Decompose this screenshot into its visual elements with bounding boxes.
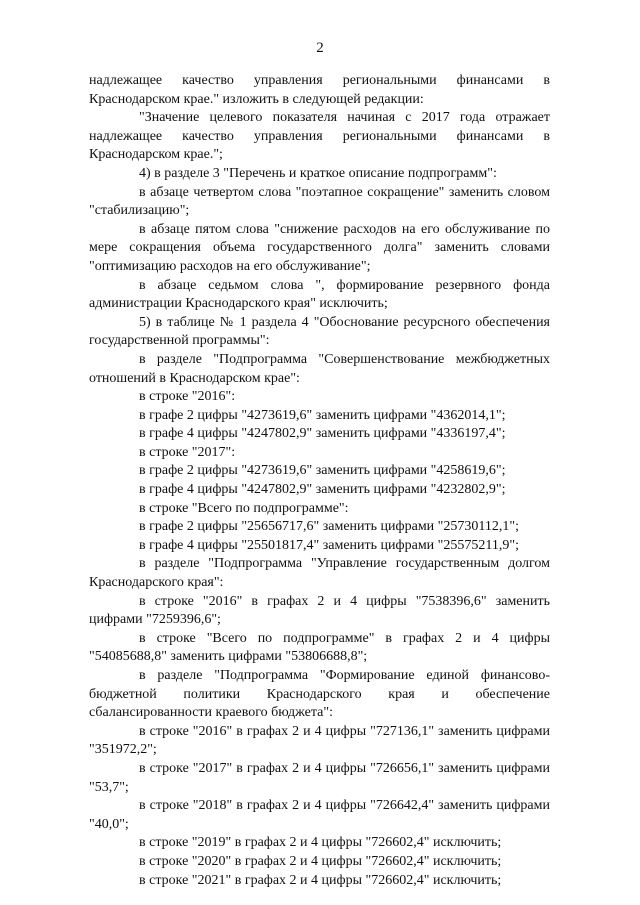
paragraph: в строке "2016" в графах 2 и 4 цифры "727136,1" заменить цифрами "351972,2"; xyxy=(89,723,550,758)
paragraph: в строке "Всего по подпрограмме": xyxy=(139,500,349,516)
paragraph: в разделе "Подпрограмма "Формирование единой финансово-бюджетной политики Краснодарского края и обеспечение сбалансированности краевого бюджета": xyxy=(89,668,550,721)
page-number: 2 xyxy=(316,40,324,56)
paragraph: в графе 4 цифры "4247802,9" заменить цифрами "4336197,4"; xyxy=(139,426,506,442)
paragraph: 5) в таблице № 1 раздела 4 "Обоснование ресурсного обеспечения государственной программы": xyxy=(89,314,550,349)
paragraph: в разделе "Подпрограмма "Управление государственным долгом Краснодарского края": xyxy=(89,556,550,591)
paragraph: в графе 2 цифры "4273619,6" заменить цифрами "4258619,6"; xyxy=(139,463,506,479)
paragraph: в графе 4 цифры "25501817,4" заменить цифрами "25575211,9"; xyxy=(139,537,519,553)
paragraph: 4) в разделе 3 "Перечень и краткое описание подпрограмм": xyxy=(139,165,497,181)
paragraph: в графе 2 цифры "25656717,6" заменить цифрами "25730112,1"; xyxy=(139,519,519,535)
paragraph: в строке "2018" в графах 2 и 4 цифры "726642,4" заменить цифрами "40,0"; xyxy=(89,798,550,832)
paragraph: надлежащее качество управления региональными финансами в Краснодарском крае." изложить в следующей редакции: xyxy=(89,73,550,107)
document-body xyxy=(89,72,550,890)
paragraph: в абзаце пятом слова "снижение расходов на его обслуживание по мере сокращения объема государственного долга" заменить словами "оптимизацию расходов на его обслуживание"; xyxy=(89,221,550,274)
paragraph: "Значение целевого показателя начиная с 2017 года отражает надлежащее качество управления региональными финансами в Краснодарском крае."; xyxy=(89,110,550,163)
paragraph: в строке "2021" в графах 2 и 4 цифры "726602,4" исключить; xyxy=(139,872,502,888)
paragraph: в графе 4 цифры "4247802,9" заменить цифрами "4232802,9"; xyxy=(139,482,506,498)
paragraph: в строке "2017" в графах 2 и 4 цифры "726656,1" заменить цифрами "53,7"; xyxy=(89,760,550,795)
paragraph: в разделе "Подпрограмма "Совершенствование межбюджетных отношений в Краснодарском крае": xyxy=(89,351,550,386)
paragraph: в абзаце седьмом слова ", формирование резервного фонда администрации Краснодарского края" исключить; xyxy=(89,277,550,312)
paragraph: в строке "2019" в графах 2 и 4 цифры "726602,4" исключить; xyxy=(139,835,502,851)
paragraph: в графе 2 цифры "4273619,6" заменить цифрами "4362014,1"; xyxy=(139,407,506,423)
paragraph: в строке "2016": xyxy=(139,389,236,405)
paragraph: в строке "2017": xyxy=(139,444,236,460)
paragraph: в строке "2020" в графах 2 и 4 цифры "726602,4" исключить; xyxy=(139,853,502,869)
paragraph: в строке "Всего по подпрограмме" в графах 2 и 4 цифры "54085688,8" заменить цифрами "53806688,8"; xyxy=(89,630,550,665)
paragraph: в строке "2016" в графах 2 и 4 цифры "7538396,6" заменить цифрами "7259396,6"; xyxy=(89,593,550,628)
paragraph: в абзаце четвертом слова "поэтапное сокращение" заменить словом "стабилизацию"; xyxy=(89,184,550,219)
